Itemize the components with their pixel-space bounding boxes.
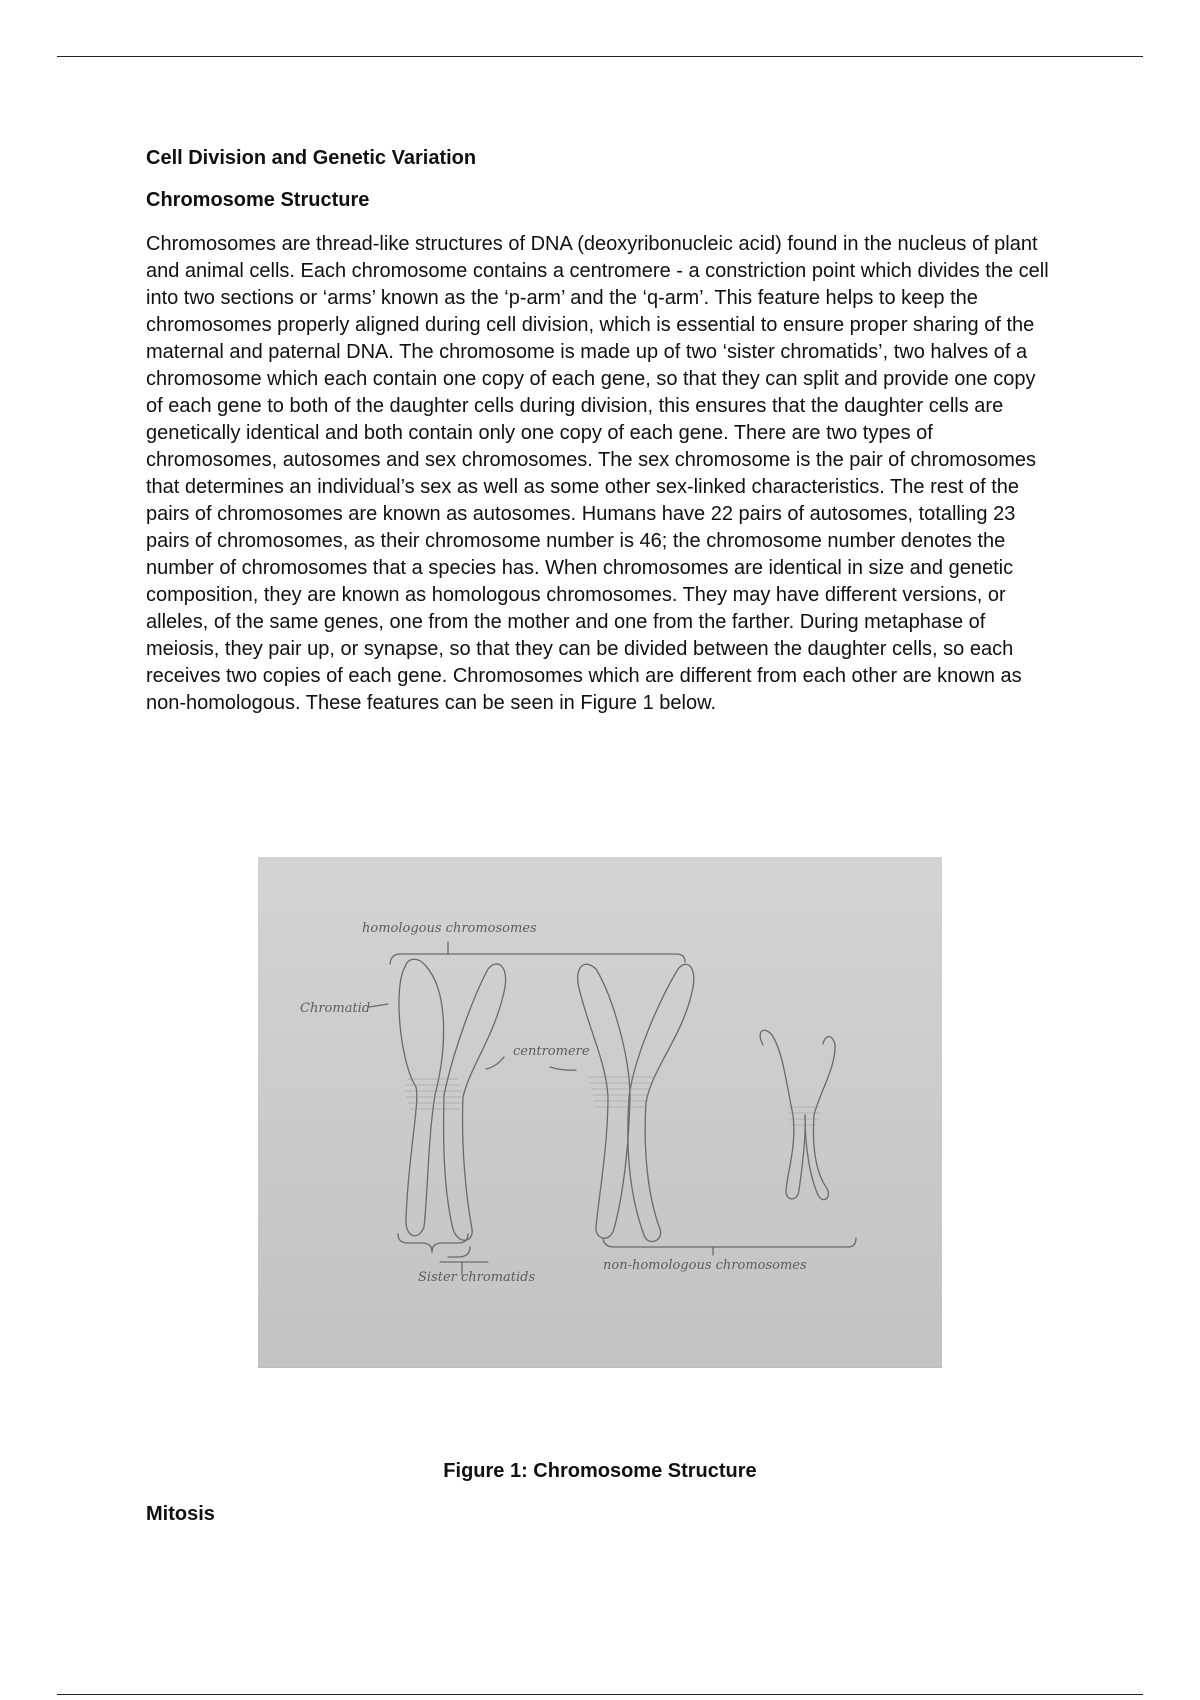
- label-homologous: homologous chromosomes: [362, 921, 537, 936]
- bottom-rule: [57, 1694, 1143, 1695]
- document-title: Cell Division and Genetic Variation: [146, 147, 477, 169]
- figure-chromosome-drawing: [258, 857, 942, 1368]
- figure-caption: Figure 1: Chromosome Structure: [443, 1460, 757, 1482]
- section-heading-chromosome-structure: Chromosome Structure: [146, 189, 370, 211]
- label-non-homologous: non-homologous chromosomes: [603, 1258, 807, 1273]
- label-chromatid: Chromatid: [300, 1001, 371, 1016]
- body-paragraph: Chromosomes are thread-like structures of DNA (deoxyribonucleic acid) found in the nucleus of plant and animal cells. Each chromosome contains a centromere - a constriction point which divides the cell into two sections or ‘arms’ known as the ‘p-arm’ and the ‘q-arm’. This feature helps to keep the chromosomes properly aligned during cell division, which is essential to ensure proper sharing of the maternal and paternal DNA. The chromosome is made up of two ‘sister chromatids’, two halves of a chromosome which each contain one copy of each gene, so that they can split and provide one copy of each gene to both of the daughter cells during division, this ensures that the daughter cells are genetically identical and both contain only one copy of each gene. There are two types of chromosomes, autosomes and sex chromosomes. The sex chromosome is the pair of chromosomes that determines an individual’s sex as well as some other sex-linked characteristics. The rest of the pairs of chromosomes are known as autosomes. Humans have 22 pairs of autosomes, totalling 23 pairs of chromosomes, as their chromosome number is 46; the chromosome number denotes the number of chromosomes that a species has. When chromosomes are identical in size and genetic composition, they are known as homologous chromosomes. They may have different versions, or alleles, of the same genes, one from the mother and one from the farther. During metaphase of meiosis, they pair up, or synapse, so that they can be divided between the daughter cells, so each receives two copies of each gene. Chromosomes which are different from each other are known as non-homologous. These features can be seen in Figure 1 below.: [146, 233, 1049, 714]
- label-centromere: centromere: [513, 1044, 590, 1059]
- section-heading-mitosis: Mitosis: [146, 1503, 215, 1525]
- chromosome-sketch: [258, 857, 942, 1367]
- label-sister-chromatids: Sister chromatids: [418, 1270, 536, 1285]
- top-rule: [57, 56, 1143, 57]
